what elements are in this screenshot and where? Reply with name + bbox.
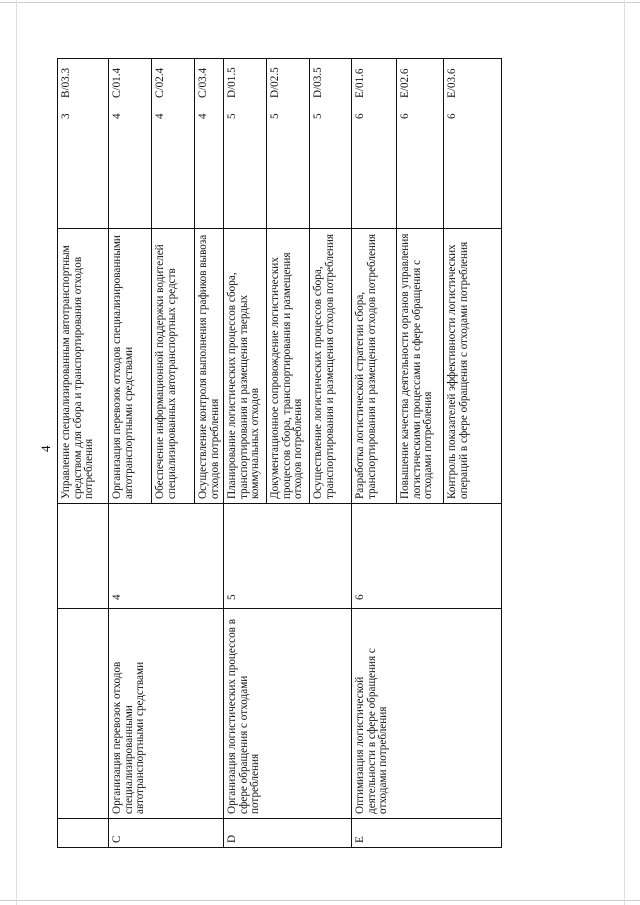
row-c2-level: 4	[154, 113, 166, 119]
group-d-letter-cell	[224, 819, 351, 847]
row-d1-function: Планирование логистических процессов сбора, транспортирования и размещения твердых коммунальных отходов	[226, 272, 262, 499]
row-c2-code: C/02.4	[154, 67, 166, 98]
competency-table	[57, 58, 502, 848]
row-c3-level-cell	[195, 59, 223, 179]
row-b-level-cell	[58, 59, 108, 179]
group-e-level: 6	[354, 594, 366, 600]
row-d2-level-cell	[267, 59, 309, 179]
row-e3-function: Контроль показателей эффективности логистических операций в сфере обращения с отходами потребления	[446, 241, 470, 499]
group-c-level: 4	[111, 594, 123, 600]
row-b-function-cell	[58, 229, 108, 503]
group-d-level: 5	[226, 594, 238, 600]
scan-edge-top	[0, 2, 640, 3]
table-border-right	[501, 58, 502, 848]
row-e2-function-cell	[397, 229, 443, 503]
group-d-letter: D	[226, 834, 238, 843]
row-e3-function-cell	[444, 229, 501, 503]
row-c1-level: 4	[111, 113, 123, 119]
row-d1-code: D/01.5	[226, 67, 238, 98]
row-e2-function: Повышение качества деятельности органов управления логистическими процессами в сфере обращения с отходами потребления	[399, 233, 435, 499]
row-d3-code: D/03.5	[312, 67, 324, 98]
row-b-level: 3	[60, 113, 72, 119]
row-d3-level-cell	[310, 59, 351, 179]
row-e3-level-cell	[444, 59, 501, 179]
page-number: 4	[38, 445, 53, 452]
row-e2-level: 6	[399, 113, 411, 119]
scan-edge-bottom	[0, 900, 640, 901]
group-c-level-cell	[109, 504, 223, 608]
group-e-letter: E	[354, 836, 366, 843]
group-d-title-cell	[224, 609, 351, 818]
row-c2-level-cell	[152, 59, 194, 179]
scan-edge-left	[16, 0, 17, 905]
group-c-letter: C	[111, 835, 123, 843]
row-c1-function-cell	[109, 229, 151, 503]
row-e1-level: 6	[354, 113, 366, 119]
row-d3-level: 5	[312, 113, 324, 119]
group-c-title-cell	[109, 609, 223, 818]
row-e3-code: E/03.6	[446, 68, 458, 98]
row-c1-level-cell	[109, 59, 151, 179]
group-c-letter-cell	[109, 819, 223, 847]
row-d3-function-cell	[310, 229, 351, 503]
row-d2-function: Документационное сопровождение логистических процессов сбора, транспортирования и размещения отходов потребления	[269, 252, 305, 499]
group-c-title: Организация перевозок отходов специализированными автотранспортными средствами	[111, 661, 147, 814]
row-d3-function: Осуществление логистических процессов сбора, транспортирования и размещения отходов потребления	[312, 233, 336, 499]
row-e1-code: E/01.6	[354, 68, 366, 98]
row-d1-level-cell	[224, 59, 266, 179]
row-e2-code: E/02.6	[399, 68, 411, 98]
scan-edge-right	[624, 0, 625, 905]
group-e-letter-cell	[352, 819, 501, 847]
row-b-code: B/03.3	[60, 67, 72, 98]
row-c3-code: C/03.4	[197, 67, 209, 98]
row-c3-function-cell	[195, 229, 223, 503]
group-d-level-cell	[224, 504, 351, 608]
row-e2-level-cell	[397, 59, 443, 179]
row-d2-level: 5	[269, 113, 281, 119]
row-d2-code: D/02.5	[269, 67, 281, 98]
row-e1-function: Разработка логистической стратегии сбора, транспортирования и размещения отходов потребления	[354, 233, 378, 499]
row-c1-function: Организация перевозок отходов специализированными автотранспортными средствами	[111, 235, 135, 499]
row-e1-function-cell	[352, 229, 396, 503]
row-c3-level: 4	[197, 113, 209, 119]
row-c3-function: Осуществление контроля выполнения графиков вывоза отходов потребления	[197, 234, 221, 499]
row-d1-function-cell	[224, 229, 266, 503]
row-e1-level-cell	[352, 59, 396, 179]
row-d1-level: 5	[226, 113, 238, 119]
group-e-title-cell	[352, 609, 501, 818]
row-d2-function-cell	[267, 229, 309, 503]
group-d-title: Организация логистических процессов в сфере обращения с отходами потребления	[226, 618, 262, 814]
row-c1-code: C/01.4	[111, 67, 123, 98]
row-e3-level: 6	[446, 113, 458, 119]
group-e-level-cell	[352, 504, 501, 608]
group-e-title: Оптимизация логистической деятельности в сфере обращения с отходами потребления	[354, 648, 390, 814]
row-c2-function: Обеспечение информационной поддержки водителей специализированных автотранспортных средств	[154, 244, 178, 499]
table-border-bottom	[57, 847, 502, 848]
row-c2-function-cell	[152, 229, 194, 503]
row-b-function: Управление специализированным автотранспортным средством для сбора и транспортирования отходов потребления	[60, 245, 96, 499]
